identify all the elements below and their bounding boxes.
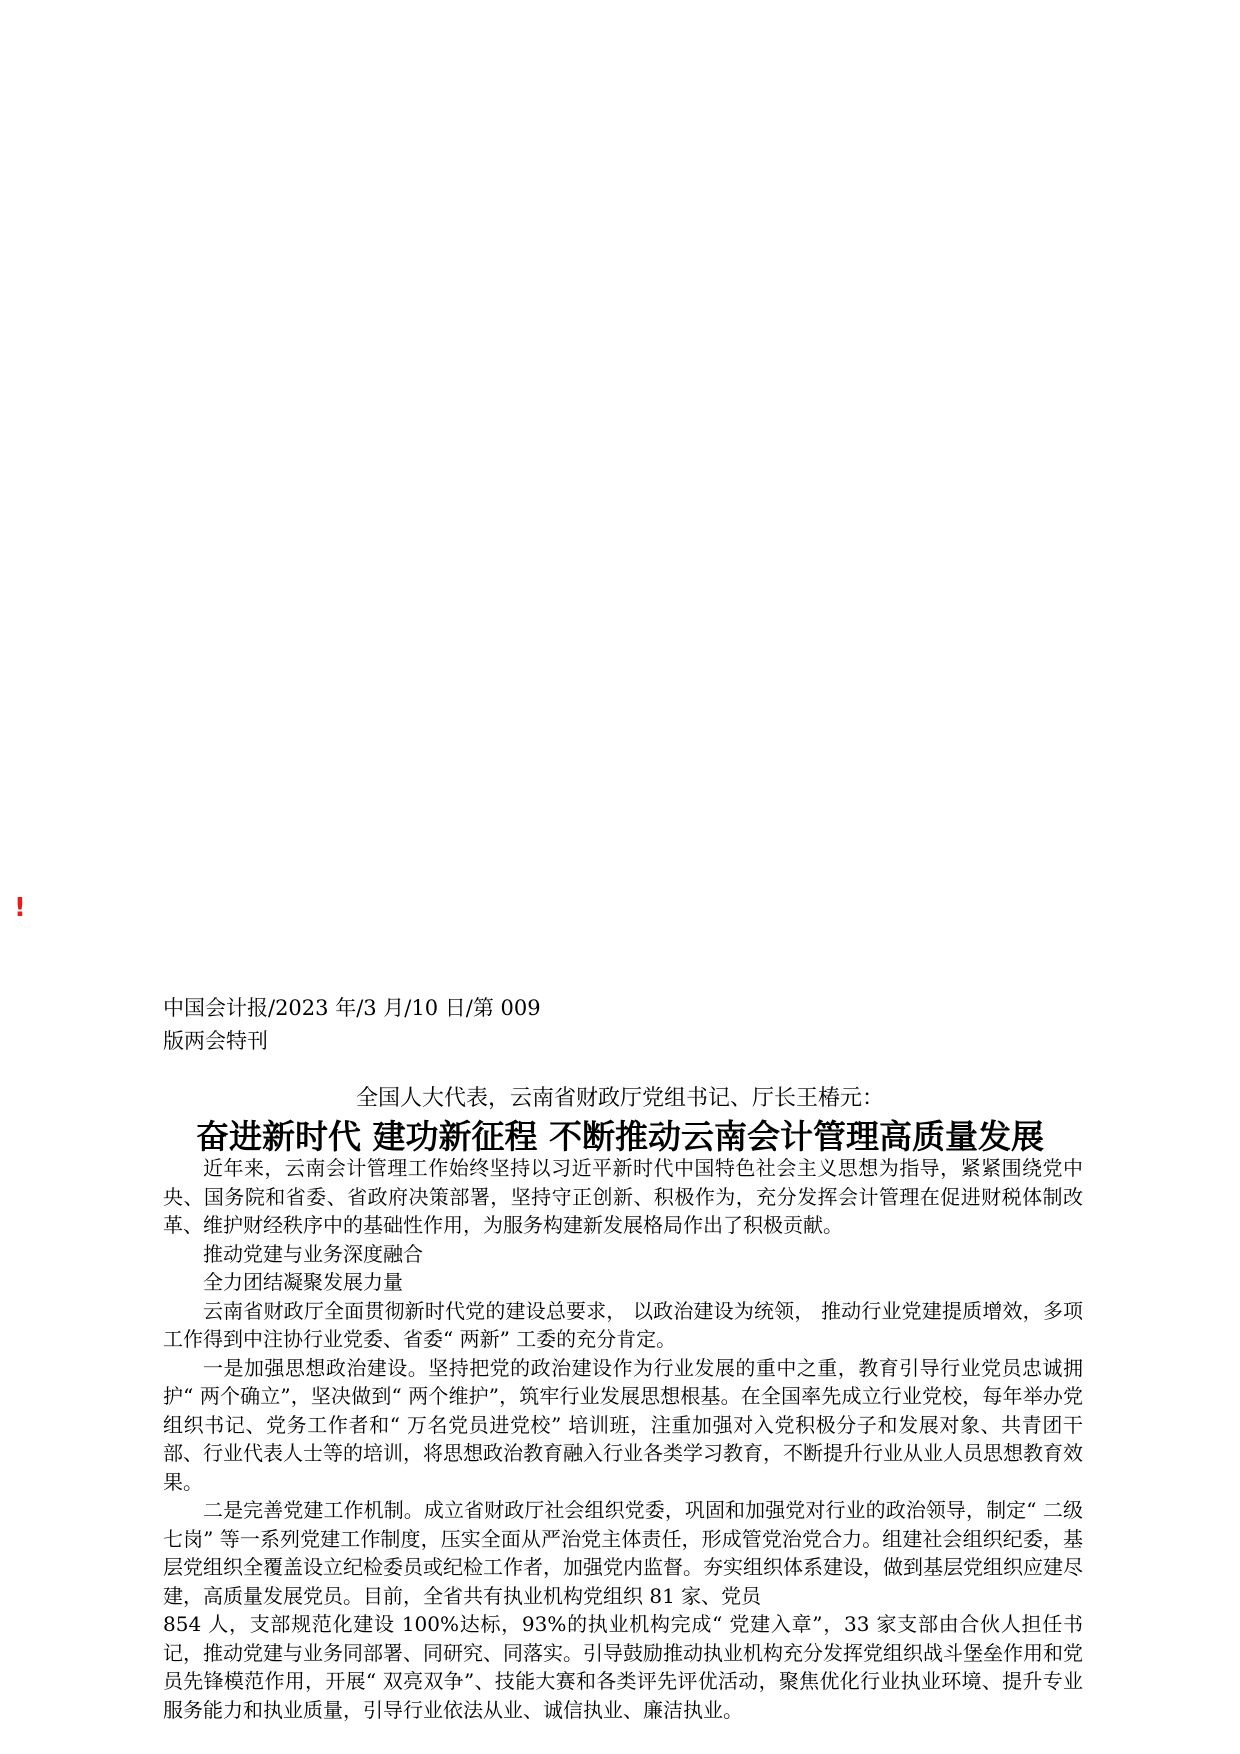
paragraph-point-2: 二是完善党建工作机制。成立省财政厅社会组织党委，巩固和加强党对行业的政治领导，制定“ 二级七岗” 等一系列党建工作制度，压实全面从严治党主体责任，形成管党治党合力。组建社会组织纪委，基层党组织全覆盖设立纪检委员或纪检工作者，加强党内监督。夯实组织体系建设，做到基层党组织应建尽建，高质量发展党员。目前，全省共有执业机构党组织 81 家、党员 bbox=[163, 1498, 1083, 1608]
section-heading-2: 全力团结凝聚发展力量 bbox=[203, 1270, 403, 1294]
article-body bbox=[163, 1154, 1083, 1724]
source-line bbox=[163, 992, 583, 1058]
section-heading-1: 推动党建与业务深度融合 bbox=[203, 1241, 423, 1266]
paragraph-intro: 近年来，云南会计管理工作始终坚持以习近平新时代中国特色社会主义思想为指导，紧紧围绕党中央、国务院和省委、省政府决策部署，坚持守正创新、积极作为，充分发挥会计管理在促进财税体制改革、维护财经秩序中的基础性作用，为服务构建新发展格局作出了积极贡献。 bbox=[163, 1156, 1083, 1237]
article-headline: 奋进新时代 建功新征程 不断推动云南会计管理高质量发展 bbox=[196, 1117, 1044, 1156]
source-line-1: 中国会计报/2023 年/3 月/10 日/第 009 bbox=[163, 996, 541, 1020]
exclamation-text: ! bbox=[14, 893, 26, 923]
red-exclamation-mark bbox=[14, 893, 26, 923]
paragraph-point-1: 一是加强思想政治建设。坚持把党的政治建设作为行业发展的重中之重，教育引导行业党员忠诚拥护“ 两个确立”，坚决做到“ 两个维护”，筑牢行业发展思想根基。在全国率先成立行业党校，每年举办党组织书记、党务工作者和“ 万名党员进党校” 培训班，注重加强对入党积极分子和发展对象、共青团干部、行业代表人士等的培训，将思想政治教育融入行业各类学习教育，不断提升行业从业人员思想教育效果。 bbox=[163, 1355, 1083, 1494]
article-kicker: 全国人大代表，云南省财政厅党组书记、厅长王椿元： bbox=[355, 1086, 884, 1111]
paragraph-overview: 云南省财政厅全面贯彻新时代党的建设总要求， 以政治建设为统领， 推动行业党建提质增效，多项工作得到中注协行业党委、省委“ 两新” 工委的充分肯定。 bbox=[163, 1298, 1083, 1351]
source-line-2: 版两会特刊 bbox=[163, 1029, 268, 1053]
paragraph-continued: 854 人，支部规范化建设 100%达标，93%的执业机构完成“ 党建入章”，33 家支部由合伙人担任书记，推动党建与业务同部署、同研究、同落实。引导鼓励推动执业机构充分发挥党组织战斗堡垒作用和党员先锋模范作用，开展“ 双亮双争”、技能大赛和各类评先评优活动，聚焦优化行业执业环境、提升专业服务能力和执业质量，引导行业依法从业、诚信执业、廉洁执业。 bbox=[163, 1612, 1083, 1722]
